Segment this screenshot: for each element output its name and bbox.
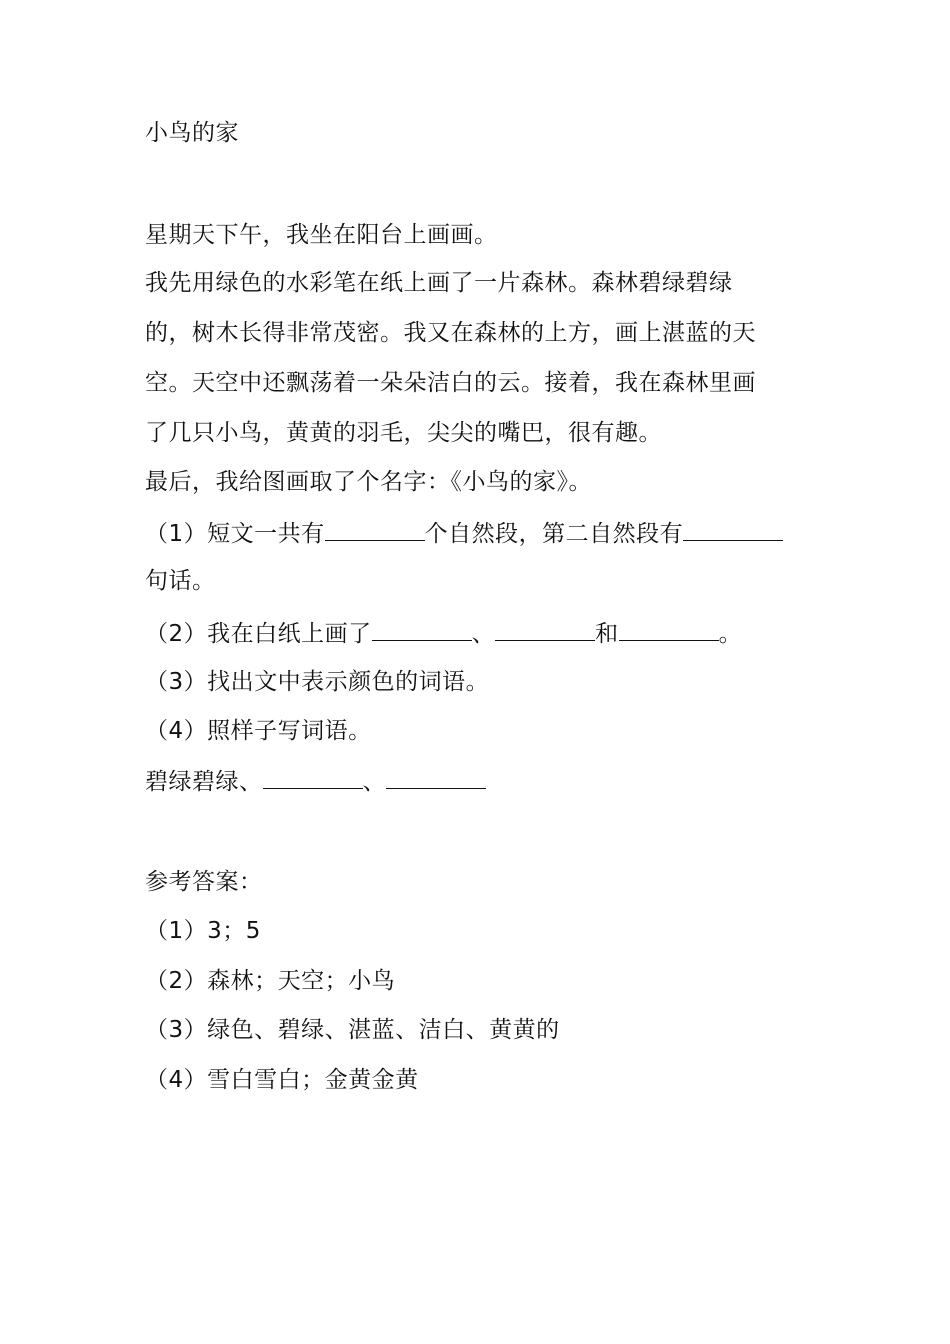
question-3: （3）找出文中表示颜色的词语。 (145, 669, 490, 695)
passage-paragraph-3: 最后，我给图画取了个名字：《小鸟的家》。 (145, 469, 592, 495)
passage-paragraph-2-line-1: 我先用绿色的水彩笔在纸上画了一片森林。森林碧绿碧绿 (145, 270, 733, 296)
question-1-text-a: （1）短文一共有 (145, 521, 325, 547)
answer-2: （2）森林；天空；小鸟 (145, 968, 396, 994)
question-4-example (145, 766, 486, 796)
answer-blank (386, 766, 486, 789)
question-1-text-b: 个自然段，第二自然段有 (424, 521, 684, 547)
answer-blank (683, 518, 783, 541)
question-4-separator: 、 (239, 769, 263, 795)
question-4: （4）照样子写词语。 (145, 718, 372, 744)
document-title: 小鸟的家 (145, 120, 239, 146)
answer-blank (619, 618, 719, 641)
question-2-text: （2）我在白纸上画了 (145, 621, 372, 647)
passage-paragraph-2-line-3: 空。天空中还飘荡着一朵朵洁白的云。接着，我在森林里画 (145, 370, 756, 396)
answer-blank (325, 518, 425, 541)
question-2-separator: 、 (471, 621, 496, 647)
question-4-example-word: 碧绿碧绿 (145, 769, 239, 795)
passage-paragraph-2-line-4: 了几只小鸟，黄黄的羽毛，尖尖的嘴巴，很有趣。 (145, 420, 662, 446)
question-2-separator: 和 (595, 621, 619, 647)
question-4-separator: 、 (362, 769, 386, 795)
answer-blank (263, 766, 363, 789)
answer-3: （3）绿色、碧绿、湛蓝、洁白、黄黄的 (145, 1017, 560, 1043)
passage-paragraph-2-line-2: 的，树木长得非常茂密。我又在森林的上方，画上湛蓝的天 (145, 320, 756, 346)
question-2 (145, 618, 742, 648)
question-2-end: 。 (718, 621, 743, 647)
answer-4: （4）雪白雪白；金黄金黄 (145, 1067, 419, 1093)
question-1-continued: 句话。 (145, 568, 216, 594)
answer-blank (495, 618, 595, 641)
question-1 (145, 518, 783, 548)
answers-heading: 参考答案： (145, 869, 263, 895)
answer-blank (372, 618, 472, 641)
passage-paragraph-1: 星期天下午，我坐在阳台上画画。 (145, 222, 498, 248)
answer-1: （1）3；5 (145, 918, 261, 944)
